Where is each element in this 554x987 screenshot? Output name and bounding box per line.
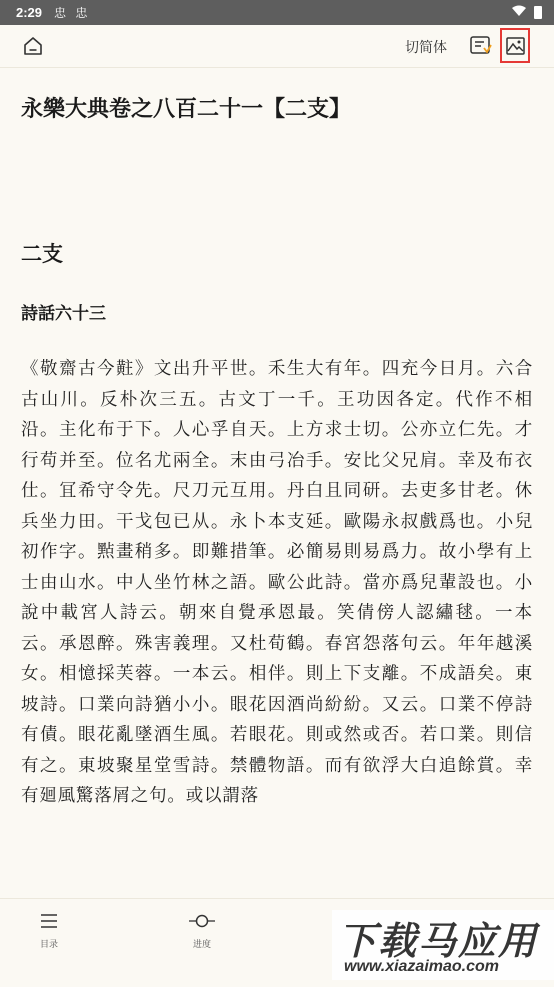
notification-icons: 忠 忠: [54, 6, 91, 20]
watermark-title: 下载马应用: [338, 919, 539, 963]
battery-icon: [534, 6, 542, 19]
image-mode-button[interactable]: [500, 28, 530, 63]
reader-toolbar: [0, 25, 554, 68]
convert-simplified-button[interactable]: 切简体: [405, 40, 447, 56]
status-time: 2:29: [16, 5, 43, 20]
progress-icon: [188, 913, 216, 929]
watermark-url: www.xiazaimao.com: [344, 958, 500, 975]
progress-button[interactable]: [172, 913, 232, 950]
section-heading: 二支: [21, 242, 63, 266]
toc-button[interactable]: [19, 913, 79, 950]
home-icon[interactable]: [22, 35, 44, 57]
watermark: [332, 910, 554, 980]
body-text: 《敬齋古今黈》文出升平世。禾生大有年。四充今日月。六合古山川。反朴次三五。古文丁一千。王功因各定。代作不相沿。主化布于下。人心孚自天。上方求士切。公亦立仁先。才行苟并至。位名尤兩全。末由弓冶手。安比父兄肩。幸及布衣仕。冝希守令先。尺刀元互用。丹白且同研。去吏多甘老。休兵坐力田。干戈包已从。永卜本支延。歐陽永叔戲爲也。小兒初作字。㸃畫稍多。即難措筆。必簡易則易爲力。故小學有上士由山水。中人坐竹林之語。歐公此詩。當亦爲兒輩設也。小說中載宮人詩云。朝來自覺承恩最。笑倩傍人認繡毬。一本云。承恩醉。殊害義理。又杜荀鶴。春宮怨落句云。年年越溪女。相憶採芙蓉。一本云。相伴。則上下支離。不成語矣。東坡詩。口業向詩猶小小。眼花因酒尚紛紛。又云。口業不停詩有債。眼花亂墜酒生風。若眼花。則或然或否。若口業。則信有之。東坡聚星堂雪詩。禁體物語。而有欲浮大白追餘賞。幸有廻風驚落屑之句。或以謂落: [21, 359, 533, 806]
progress-label: 进度: [192, 940, 211, 950]
status-bar: [0, 0, 554, 25]
document-title: 永樂大典卷之八百二十一【二支】: [21, 97, 352, 122]
note-icon[interactable]: [469, 35, 493, 57]
reading-area[interactable]: [0, 68, 554, 898]
menu-icon: [39, 913, 59, 929]
wifi-icon: [512, 5, 526, 20]
subsection-heading: 詩話六十三: [21, 304, 106, 324]
image-icon: [506, 37, 525, 55]
toc-label: 目录: [39, 940, 58, 950]
